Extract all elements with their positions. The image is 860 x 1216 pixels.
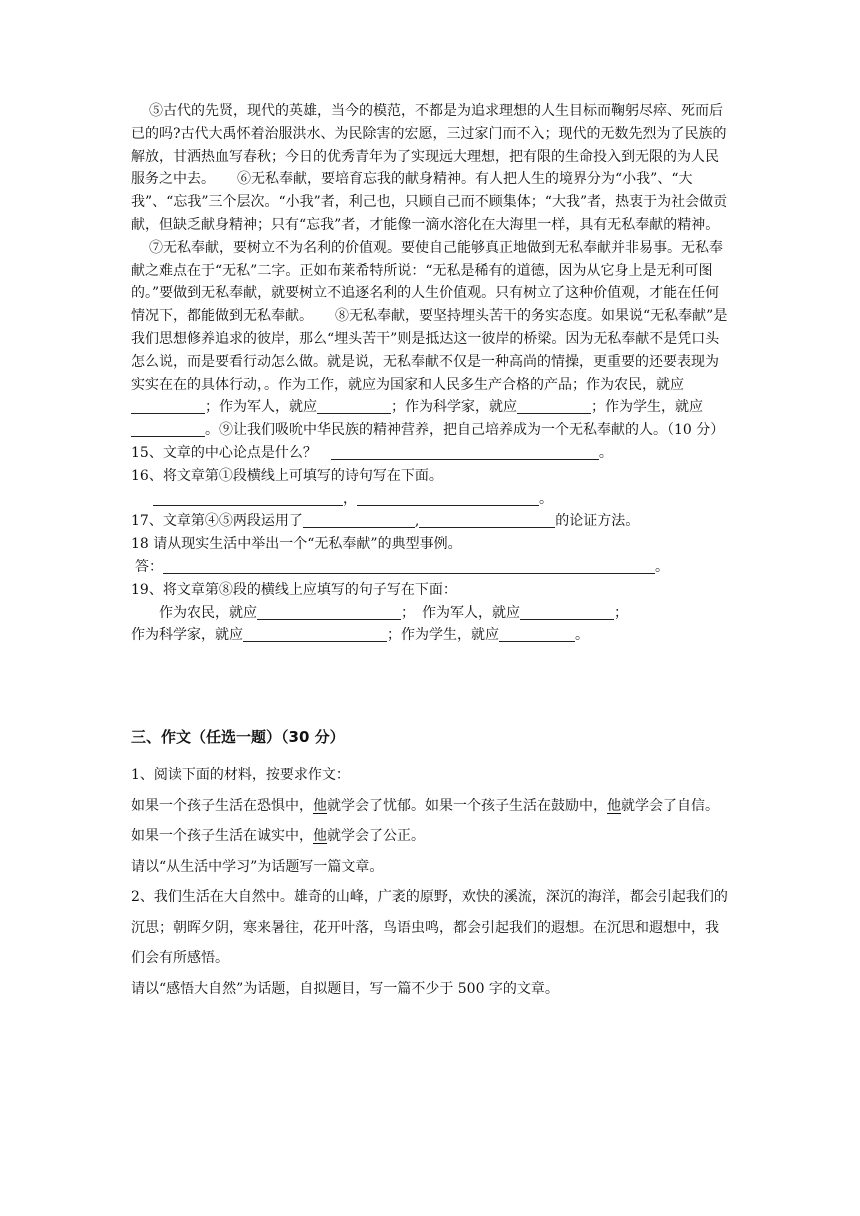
topic-2-requirement: 请以“感悟大自然”为话题，自拟题目，写一篇不少于 500 字的文章。 <box>131 980 559 997</box>
answer-blank[interactable] <box>520 605 614 620</box>
topic-1-title: 1、阅读下面的材料，按要求作文： <box>131 767 350 783</box>
topic-2-material: 2、我们生活在大自然中。雄奇的山峰，广袤的原野，欢快的溪流，深沉的海洋，都会引起我们的沉思；朝晖夕阴，寒来暑往，花开叶落，鸟语虫鸣，都会引起我们的遐想。在沉思和遐想中，我们会有所感悟。 <box>131 889 728 966</box>
answer-blank[interactable] <box>419 513 555 528</box>
paragraph-9: 。⑨让我们吸吮中华民族的精神营养，把自己培养成为一个无私奉献的人。（10 分） <box>205 422 725 439</box>
blank-line <box>317 399 391 414</box>
question-16: 16、将文章第①段横线上可填写的诗句写在下面。 <box>131 467 443 484</box>
blank-line <box>131 422 205 437</box>
answer-blank[interactable] <box>257 605 401 620</box>
question-15: 15、文章的中心论点是什么？ 。 <box>131 444 613 461</box>
blank-line <box>517 399 591 414</box>
question-19-row-2: 作为科学家，就应 ；作为学生，就应 。 <box>131 627 589 644</box>
section-3-heading: 三、作文（任选一题）（30 分） <box>131 728 345 746</box>
paragraph-5: ⑤古代的先贤，现代的英雄，当今的模范，不都是为追求理想的人生目标而鞠躬尽瘁、死而后已的吗?古代大禹怀着治服洪水、为民除害的宏愿，三过家门而不入；现代的无数先烈为了民族的解放，甘洒热血写春秋；今日的优秀青年为了实现远大理想，把有限的生命投入到无限的为人民服务之中去。 <box>131 103 727 188</box>
question-18: 18 请从现实生活中举出一个“无私奉献”的典型事例。 <box>131 536 462 553</box>
answer-blank[interactable] <box>303 513 415 528</box>
answer-blank[interactable] <box>153 491 343 506</box>
paragraph-7: ⑦无私奉献，要树立不为名利的价值观。要使自己能够真正地做到无私奉献并非易事。无私奉献之难点在于“无私”二字。正如布莱希特所说：“无私是稀有的道德，因为从它身上是无利可图的。”要做到无私奉献，就要树立不追逐名利的人生价值观。只有树立了这种价值观，才能在任何情况下，都能做到无私奉献。 <box>131 239 723 325</box>
answer-blank[interactable] <box>357 491 539 506</box>
topic-1-material: 如果一个孩子生活在恐惧中，他就学会了忧郁。如果一个孩子生活在鼓励中，他就学会了自信。如果一个孩子生活在诚实中，他就学会了公正。 <box>131 797 719 844</box>
blank-line <box>131 399 205 414</box>
answer-blank[interactable] <box>331 445 599 460</box>
composition-section <box>131 760 731 1004</box>
answer-blank[interactable] <box>163 559 655 574</box>
passage-paragraph-7-9: ⑦无私奉献，要树立不为名利的价值观。要使自己能够真正地做到无私奉献并非易事。无私奉献之难点在于“无私”二字。正如布莱希特所说：“无私是稀有的道德，因为从它身上是无利可图的。”要做到无私奉献，就要树立不追逐名利的人生价值观。只有树立了这种价值观，才能在任何情况下，都能做到无私奉献。 ⑧无私奉献，要坚持埋头苦干的务实态度。如果说“无私奉献”是我们思想修养追求的彼岸，那么“埋头苦干”则是抵达这一彼岸的桥梁。因为无私奉献不是凭口头怎么说，而是要看行动怎么做。就是说，无私奉献不仅是一种高尚的情操，更重要的还要表现为实实在在的具体行动，。作为工作，就应为国家和人民多生产合格的产品；作为农民，就应；作为军人，就应 ；作为科学家，就应 ；作为学生，就应。⑨让我们吸吮中华民族的精神营养，把自己培养成为一个无私奉献的人。（10 分） <box>131 239 728 439</box>
paragraph-6: ⑥无私奉献，要培育忘我的献身精神。有人把人生的境界分为“小我”、“大我”、“忘我”三个层次。“小我”者，利己也，只顾自己而不顾集体；“大我”者，热衷于为社会做贡献，但缺乏献身精神；只有“忘我”者，才能像一滴水溶化在大海里一样，具有无私奉献的精神。 <box>131 171 728 233</box>
reading-passage <box>131 100 731 647</box>
passage-paragraph-5-6 <box>131 100 731 237</box>
question-18-answer: 答： 。 <box>135 558 669 575</box>
question-17: 17、文章第④⑤两段运用了 , 的论证方法。 <box>131 513 640 530</box>
answer-blank[interactable] <box>243 627 387 642</box>
question-19-row-1: 作为农民，就应 ； 作为军人，就应 ； <box>159 604 628 621</box>
question-16-answer: ， 。 <box>131 488 731 511</box>
question-19: 19、将文章第⑧段的横线上应填写的句子写在下面： <box>131 581 457 598</box>
answer-blank[interactable] <box>499 627 575 642</box>
paragraph-8: ⑧无私奉献，要坚持埋头苦干的务实态度。如果说“无私奉献”是我们思想修养追求的彼岸，那么“埋头苦干”则是抵达这一彼岸的桥梁。因为无私奉献不是凭口头怎么说，而是要看行动怎么做。就是说，无私奉献不仅是一种高尚的情操，更重要的还要表现为实实在在的具体行动，。作为工作，就应为国家和人民多生产合格的产品；作为农民，就应 <box>131 308 728 393</box>
topic-1-requirement: 请以“从生活中学习”为话题写一篇文章。 <box>131 858 384 875</box>
